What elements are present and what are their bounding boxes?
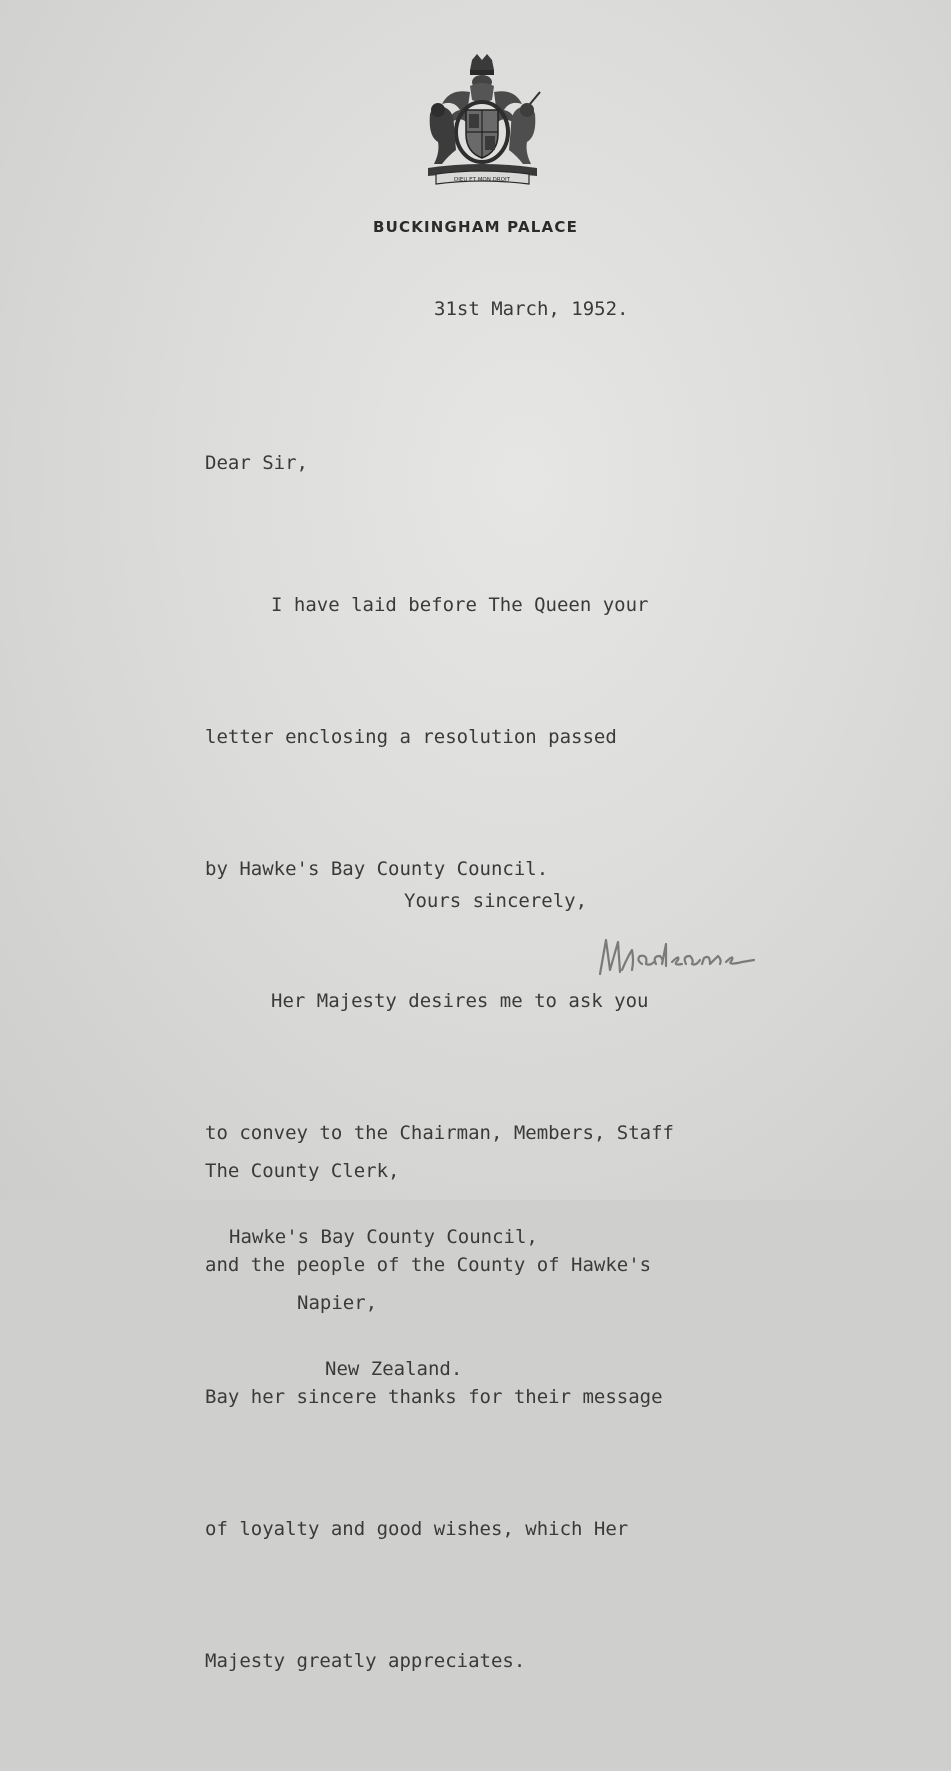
crest-motto: DIEU ET MON DROIT: [454, 177, 510, 183]
salutation: Dear Sir,: [205, 452, 308, 474]
address-line: New Zealand.: [325, 1358, 463, 1380]
body-line: of loyalty and good wishes, which Her: [205, 1518, 629, 1540]
royal-coat-of-arms-icon: [420, 52, 545, 187]
body-line: Her Majesty desires me to ask you: [271, 990, 649, 1012]
body-line: I have laid before The Queen your: [271, 594, 649, 616]
body-line: Bay her sincere thanks for their message: [205, 1386, 663, 1408]
body-line: and the people of the County of Hawke's: [205, 1254, 652, 1276]
letter-date: 31st March, 1952.: [434, 298, 629, 320]
address-line: The County Clerk,: [205, 1160, 400, 1182]
recipient-address: [205, 1116, 538, 1424]
address-line: Napier,: [297, 1292, 378, 1314]
body-line: by Hawke's Bay County Council.: [205, 858, 549, 880]
address-line: Hawke's Bay County Council,: [229, 1226, 538, 1248]
handwritten-signature: [592, 930, 762, 982]
body-line: letter enclosing a resolution passed: [205, 726, 617, 748]
body-line: Majesty greatly appreciates.: [205, 1650, 526, 1672]
body-line: to convey to the Chairman, Members, Staff: [205, 1122, 674, 1144]
letterhead-title: BUCKINGHAM PALACE: [372, 218, 579, 236]
closing: Yours sincerely,: [404, 890, 588, 912]
